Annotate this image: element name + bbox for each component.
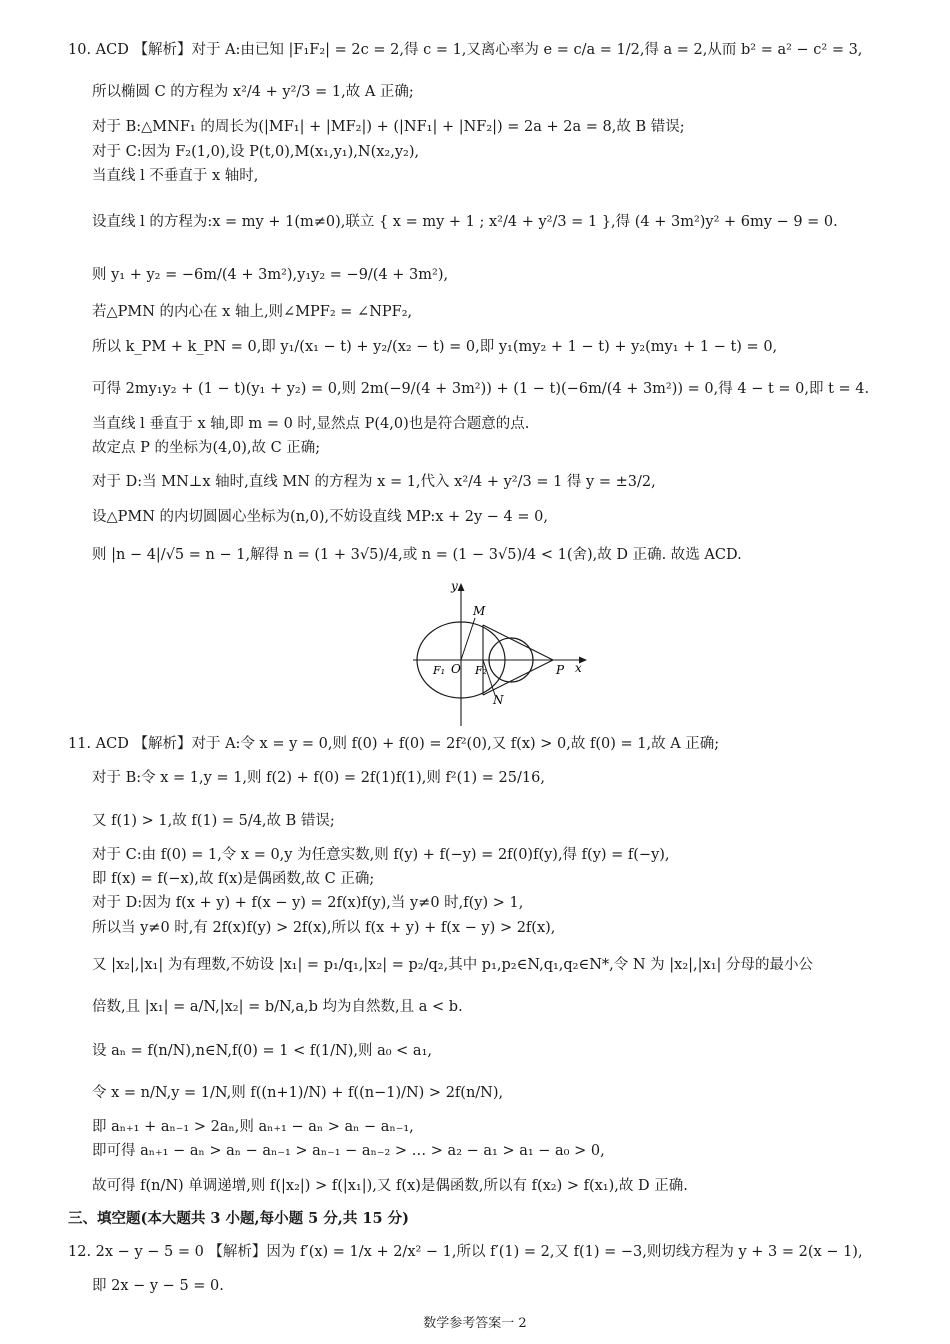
q10-line-5: 当直线 l 不垂直于 x 轴时, [92, 168, 259, 184]
q10-line-10: 可得 2my₁y₂ + (1 − t)(y₁ + y₂) = 0,则 2m(−9/(4 + 3m²)) + (1 − t)(−6m/(4 + 3m²)) = 0,得 4 − t = 0,即 t = 4. [92, 381, 870, 397]
q11-line-9: 倍数,且 |x₁| = a/N,|x₂| = b/N,a,b 均为自然数,且 a < b. [92, 999, 463, 1015]
q12-line-1: 12. 2x − y − 5 = 0 【解析】因为 f′(x) = 1/x + 2/x² − 1,所以 f′(1) = 2,又 f(1) = −3,则切线方程为 y + 3 = 2(x − 1), [68, 1244, 863, 1260]
ellipse-figure [395, 576, 600, 728]
section-heading: 三、填空题(本大题共 3 小题,每小题 5 分,共 15 分) [68, 1210, 409, 1227]
q10-line-6: 设直线 l 的方程为:x = my + 1(m≠0),联立 { x = my + 1 ; x²/4 + y²/3 = 1 },得 (4 + 3m²)y² + 6my − 9 = 0. [92, 214, 838, 230]
point-m-label: M [473, 604, 486, 618]
q11-line-7: 所以当 y≠0 时,有 2f(x)f(y) > 2f(x),所以 f(x + y) + f(x − y) > 2f(x), [92, 920, 556, 936]
x-axis-label: x [575, 661, 582, 675]
q10-line-13: 对于 D:当 MN⊥x 轴时,直线 MN 的方程为 x = 1,代入 x²/4 + y²/3 = 1 得 y = ±3/2, [92, 474, 656, 490]
q11-line-11: 令 x = n/N,y = 1/N,则 f((n+1)/N) + f((n−1)/N) > 2f(n/N), [92, 1085, 504, 1101]
segment-mp [483, 625, 553, 660]
q10-line-2: 所以椭圆 C 的方程为 x²/4 + y²/3 = 1,故 A 正确; [92, 84, 414, 100]
point-n-label: N [493, 693, 504, 707]
page-footer: 数学参考答案一 2 [423, 1316, 527, 1331]
q10-line-12: 故定点 P 的坐标为(4,0),故 C 正确; [92, 440, 321, 456]
q11-line-3: 又 f(1) > 1,故 f(1) = 5/4,故 B 错误; [92, 813, 335, 829]
q10-line-9: 所以 k_PM + k_PN = 0,即 y₁/(x₁ − t) + y₂/(x₂ − t) = 0,即 y₁(my₂ + 1 − t) + y₂(my₁ + 1 − t) = 0, [92, 339, 778, 355]
point-f2-label: F₂ [475, 664, 488, 677]
q11-line-8: 又 |x₂|,|x₁| 为有理数,不妨设 |x₁| = p₁/q₁,|x₂| = p₂/q₂,其中 p₁,p₂∈N,q₁,q₂∈N*,令 N 为 |x₂|,|x₁| 分母的最小公 [92, 957, 814, 973]
q11-line-12: 即 aₙ₊₁ + aₙ₋₁ > 2aₙ,则 aₙ₊₁ − aₙ > aₙ − aₙ₋₁, [92, 1119, 414, 1135]
q10-line-3: 对于 B:△MNF₁ 的周长为(|MF₁| + |MF₂|) + (|NF₁| + |NF₂|) = 2a + 2a = 8,故 B 错误; [92, 119, 685, 135]
q11-line-1: 11. ACD 【解析】对于 A:令 x = y = 0,则 f(0) + f(0) = 2f²(0),又 f(x) > 0,故 f(0) = 1,故 A 正确; [68, 736, 720, 752]
q10-line-14: 设△PMN 的内切圆圆心坐标为(n,0),不妨设直线 MP:x + 2y − 4 = 0, [92, 509, 548, 525]
q11-line-2: 对于 B:令 x = 1,y = 1,则 f(2) + f(0) = 2f(1)f(1),则 f²(1) = 25/16, [92, 770, 545, 786]
q11-line-14: 故可得 f(n/N) 单调递增,则 f(|x₂|) > f(|x₁|),又 f(x)是偶函数,所以有 f(x₂) > f(x₁),故 D 正确. [92, 1178, 688, 1194]
y-axis-label: y [451, 579, 458, 593]
q11-line-5: 即 f(x) = f(−x),故 f(x)是偶函数,故 C 正确; [92, 871, 375, 887]
q11-line-13: 即可得 aₙ₊₁ − aₙ > aₙ − aₙ₋₁ > aₙ₋₁ − aₙ₋₂ > … > a₂ − a₁ > a₁ − a₀ > 0, [92, 1143, 605, 1159]
q11-line-10: 设 aₙ = f(n/N),n∈N,f(0) = 1 < f(1/N),则 a₀ < a₁, [92, 1043, 432, 1059]
point-f1-label: F₁ [433, 664, 446, 677]
q10-line-11: 当直线 l 垂直于 x 轴,即 m = 0 时,显然点 P(4,0)也是符合题意的点. [92, 416, 530, 432]
q10-line-4: 对于 C:因为 F₂(1,0),设 P(t,0),M(x₁,y₁),N(x₂,y₂), [92, 144, 420, 160]
q11-line-4: 对于 C:由 f(0) = 1,令 x = 0,y 为任意实数,则 f(y) + f(−y) = 2f(0)f(y),得 f(y) = f(−y), [92, 847, 670, 863]
q10-line-1: 10. ACD 【解析】对于 A:由已知 |F₁F₂| = 2c = 2,得 c = 1,又离心率为 e = c/a = 1/2,得 a = 2,从而 b² = a² − c² = 3, [68, 42, 863, 58]
q11-line-6: 对于 D:因为 f(x + y) + f(x − y) = 2f(x)f(y),当 y≠0 时,f(y) > 1, [92, 895, 524, 911]
q12-line-2: 即 2x − y − 5 = 0. [92, 1278, 224, 1294]
q10-line-7: 则 y₁ + y₂ = −6m/(4 + 3m²),y₁y₂ = −9/(4 + 3m²), [92, 267, 449, 283]
y-axis-arrow [458, 583, 465, 591]
q10-line-8: 若△PMN 的内心在 x 轴上,则∠MPF₂ = ∠NPF₂, [92, 304, 413, 320]
point-p-label: P [556, 663, 565, 677]
point-o-label: O [451, 662, 461, 676]
q10-line-15: 则 |n − 4|/√5 = n − 1,解得 n = (1 + 3√5)/4,或 n = (1 − 3√5)/4 < 1(舍),故 D 正确. 故选 ACD. [92, 547, 742, 563]
segment-f1m [461, 618, 475, 660]
